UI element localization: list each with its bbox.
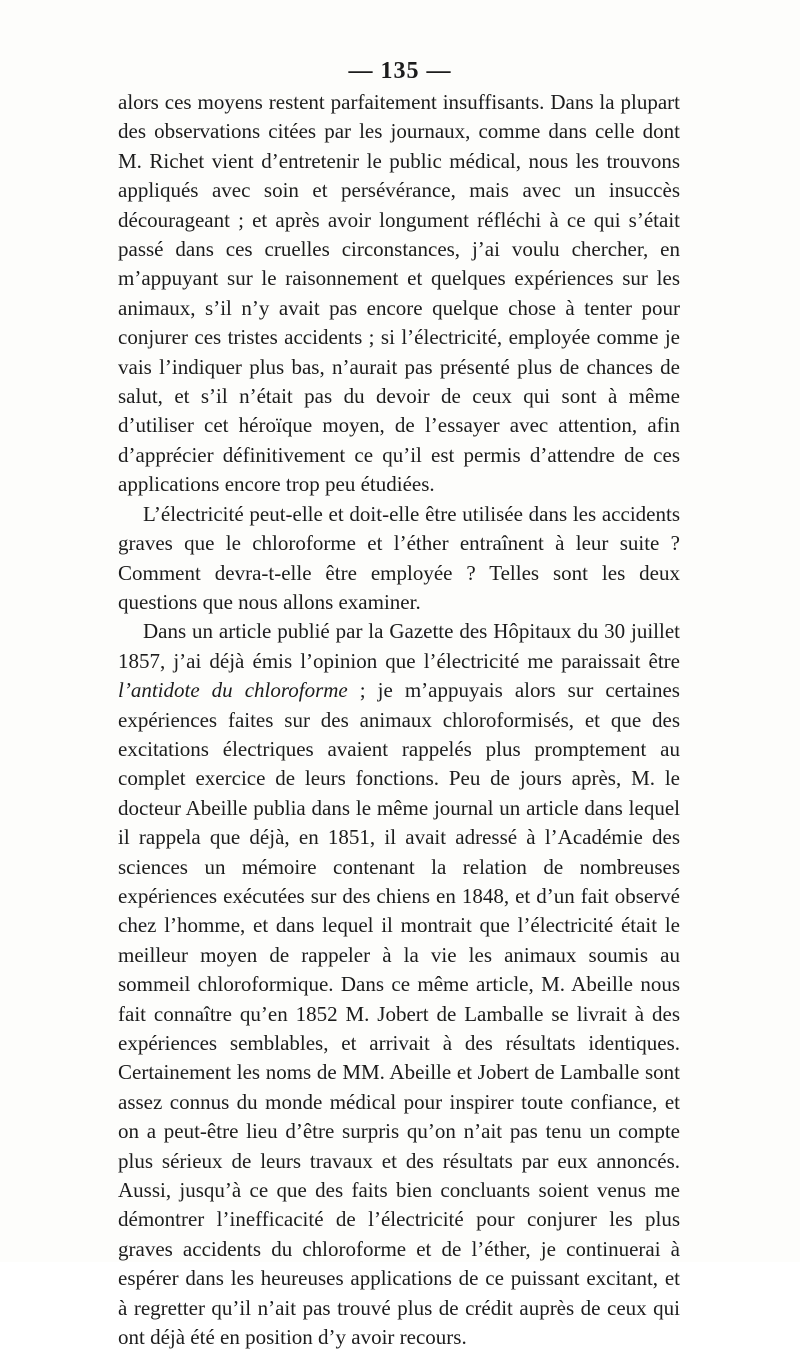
page-number: — 135 — — [348, 58, 452, 84]
paragraph-2 — [118, 500, 680, 618]
paragraph-1 — [118, 88, 680, 500]
paragraph-3-italic-phrase: l’antidote du chloroforme — [118, 678, 348, 703]
paragraph-3 — [118, 617, 680, 1352]
paragraph-1-text: alors ces moyens restent parfaitement insuffisants. Dans la plupart des observations citées par les journaux, comme dans celle dont M. Richet vient d’entretenir le public médical, nous les trouvons appliqués avec soin et persévérance, mais avec un insuccès décourageant ; et après avoir longument réfléchi à ce qui s’était passé dans ces cruelles circonstances, j’ai voulu chercher, en m’appuyant sur le raisonnement et quelques expériences sur les animaux, s’il n’y avait pas encore quelque chose à tenter pour conjurer ces tristes accidents ; si l’électricité, employée comme je vais l’indiquer plus bas, n’aurait pas présenté plus de chances de salut, et s’il n’était pas du devoir de ceux qui sont à même d’utiliser cet héroïque moyen, de l’essayer avec attention, afin d’apprécier définitivement ce qu’il est permis d’attendre de ces applications encore trop peu étudiées. — [118, 90, 680, 497]
paragraph-3-text-b: ; je m’appuyais alors sur certaines expériences faites sur des animaux chloroformisés, et que des excitations électriques avaient rappelés plus promptement au complet exercice de leurs fonctions. Peu de jours après, M. le docteur Abeille publia dans le même journal un article dans lequel il rappela que déjà, en 1851, il avait adressé à l’Académie des sciences un mémoire contenant la relation de nombreuses expériences exécutées sur des chiens en 1848, et d’un fait observé chez l’homme, et dans lequel il montrait que l’électricité était le meilleur moyen de rappeler à la vie les animaux soumis au sommeil chloroformique. Dans ce même article, M. Abeille nous fait connaître qu’en 1852 M. Jobert de Lamballe se livrait à des expériences semblables, et arrivait à des résultats identiques. Certainement les noms de MM. Abeille et Jobert de Lamballe sont assez connus du monde médical pour inspirer toute confiance, et on a peut-être lieu d’être surpris qu’on n’ait pas tenu un compte plus sérieux de leurs travaux et des résultats par eux annoncés. Aussi, jusqu’à ce que des faits bien concluants soient venus me démontrer l’inefficacité de l’électricité pour conjurer les plus graves accidents du chloroforme et de l’éther, je continuerai à espérer dans les heureuses applications de ce puissant excitant, et à regretter qu’il n’ait pas trouvé plus de crédit auprès de ceux qui ont déjà été en position d’y avoir recours. — [118, 678, 680, 1350]
body-text — [118, 88, 680, 1352]
paragraph-3-text-a: Dans un article publié par la Gazette des Hôpitaux du 30 juillet 1857, j’ai déjà émis l’opinion que l’électricité me paraissait être — [118, 619, 680, 673]
paragraph-2-text: L’électricité peut-elle et doit-elle être utilisée dans les accidents graves que le chloroforme et l’éther entraînent à leur suite ? Comment devra-t-elle être employée ? Telles sont les deux questions que nous allons examiner. — [118, 501, 680, 614]
